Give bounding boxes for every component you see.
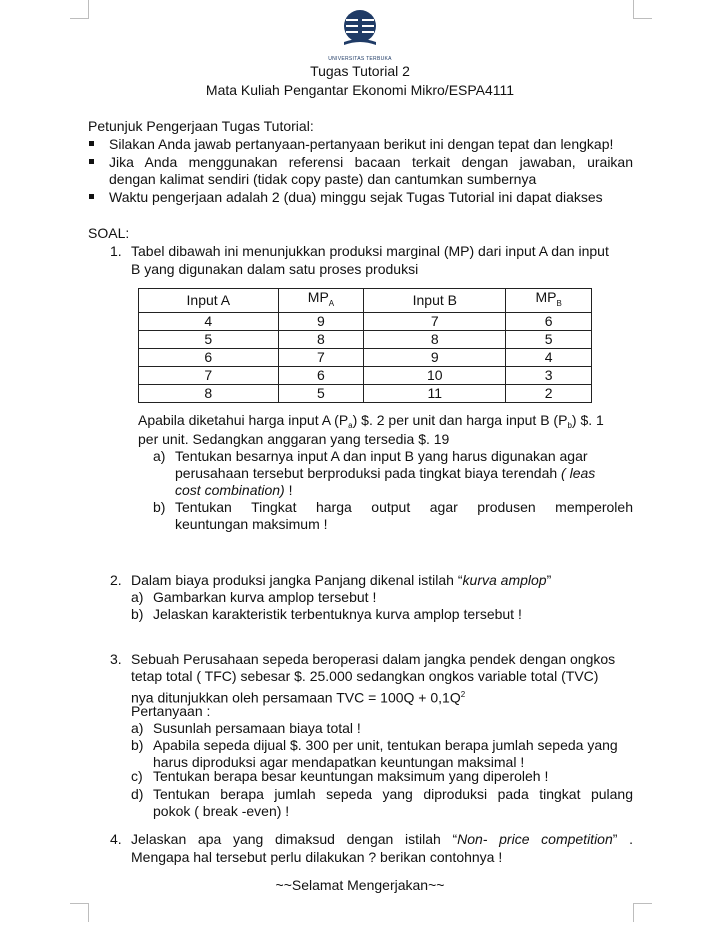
sub-question-3b-text-continued: harus diproduksi agar mendapatkan keuntungan maksimal ! bbox=[153, 754, 525, 770]
question-3-text: Sebuah Perusahaan sepeda beroperasi dalam jangka pendek dengan ongkos bbox=[131, 651, 616, 667]
sub-question-3a-text: Susunlah persamaan biaya total ! bbox=[153, 720, 361, 736]
table-header-cell: Input B bbox=[364, 289, 506, 313]
table-cell: 11 bbox=[364, 384, 506, 402]
instructions-heading: Petunjuk Pengerjaan Tugas Tutorial: bbox=[88, 118, 314, 134]
table-cell: 4 bbox=[139, 312, 279, 330]
instruction-item: Silakan Anda jawab pertanyaan-pertanyaan berikut ini dengan tepat dan lengkap! bbox=[109, 136, 614, 152]
sub-question-label: c) bbox=[131, 768, 143, 784]
question-3-text-continued: tetap total ( TFC) sebesar $. 25.000 sedangkan ongkos variable total (TVC) bbox=[131, 668, 599, 684]
question-3-equation-line: nya ditunjukkan oleh persamaan TVC = $100Q + 0,1Q^2$ bbox=[131, 689, 466, 706]
question-1-text-continued: B yang digunakan dalam satu proses produksi bbox=[131, 261, 419, 277]
table-cell: 5 bbox=[139, 330, 279, 348]
question-1-text: Tabel dibawah ini menunjukkan produksi marginal (MP) dari input A dan input bbox=[131, 243, 609, 259]
sub-question-3d-text-continued: pokok ( break -even) ! bbox=[153, 803, 290, 819]
table-row bbox=[139, 330, 592, 348]
sub-question-1a-text-end: cost combination) ! bbox=[175, 482, 293, 498]
logo-caption: UNIVERSITAS TERBUKA bbox=[328, 56, 392, 62]
crop-mark-bottom-left bbox=[70, 903, 89, 922]
question-number: 3. bbox=[110, 651, 122, 667]
sub-question-3b-text: Apabila sepeda dijual $. 300 per unit, tentukan berapa jumlah sepeda yang bbox=[153, 737, 618, 753]
table-cell: 7 bbox=[139, 366, 279, 384]
table-cell: 8 bbox=[364, 330, 506, 348]
sub-question-label: b) bbox=[131, 606, 144, 622]
sub-question-1b-text: Tentukan Tingkat harga output agar produsen memperoleh bbox=[175, 499, 633, 515]
tvc-equation: TVC = 100Q + 0,1Q bbox=[336, 689, 461, 706]
table-cell: 10 bbox=[364, 366, 506, 384]
sub-question-label: d) bbox=[131, 786, 144, 802]
table-cell: 6 bbox=[278, 366, 364, 384]
question-3-pertanyaan: Pertanyaan : bbox=[131, 703, 211, 719]
sub-question-2b-text: Jelaskan karakteristik terbentuknya kurva amplop tersebut ! bbox=[153, 606, 522, 622]
table-header-row bbox=[139, 289, 592, 313]
sub-question-label: a) bbox=[131, 589, 144, 605]
sub-question-label: b) bbox=[131, 737, 144, 753]
sub-question-3c-text: Tentukan berapa besar keuntungan maksimum yang diperoleh ! bbox=[153, 768, 549, 784]
table-cell: 9 bbox=[278, 312, 364, 330]
table-header-cell: Input A bbox=[139, 289, 279, 313]
table-cell: 2 bbox=[506, 384, 592, 402]
table-row bbox=[139, 384, 592, 402]
marginal-product-table bbox=[138, 288, 592, 403]
sub-question-label: b) bbox=[153, 499, 166, 515]
instruction-item: Jika Anda menggunakan referensi bacaan terkait dengan jawaban, uraikan bbox=[109, 154, 633, 170]
table-cell: 9 bbox=[364, 348, 506, 366]
bullet-icon bbox=[89, 159, 94, 164]
document-subtitle: Mata Kuliah Pengantar Ekonomi Mikro/ESPA4111 bbox=[205, 82, 515, 98]
sub-question-1b-text-continued: keuntungan maksimum ! bbox=[175, 516, 328, 532]
table-cell: 7 bbox=[364, 312, 506, 330]
sub-question-2a-text: Gambarkan kurva amplop tersebut ! bbox=[153, 589, 377, 605]
question-1-price-info: Apabila diketahui harga input A $(P_a)$ $. 2 per unit dan harga input B $(P_b)$ $. 1 bbox=[138, 412, 604, 430]
sub-question-1a-text: Tentukan besarnya input A dan input B yang harus digunakan agar bbox=[175, 448, 588, 464]
table-cell: 8 bbox=[278, 330, 364, 348]
bullet-icon bbox=[89, 141, 94, 146]
sub-question-label: a) bbox=[153, 448, 166, 464]
university-logo bbox=[322, 8, 398, 62]
table-cell: 6 bbox=[506, 312, 592, 330]
question-2-text: Dalam biaya produksi jangka Panjang dikenal istilah “kurva amplop” bbox=[131, 572, 552, 588]
sub-question-label: a) bbox=[131, 720, 144, 736]
document-title: Tugas Tutorial 2 bbox=[310, 63, 410, 79]
table-cell: 4 bbox=[506, 348, 592, 366]
question-number: 2. bbox=[110, 572, 122, 588]
table-cell: 5 bbox=[506, 330, 592, 348]
table-cell: 6 bbox=[139, 348, 279, 366]
question-4-text-continued: Mengapa hal tersebut perlu dilakukan ? berikan contohnya ! bbox=[131, 849, 503, 865]
university-logo-icon bbox=[338, 8, 382, 50]
sub-question-3d-text: Tentukan berapa jumlah sepeda yang diproduksi pada tingkat pulang bbox=[153, 786, 633, 802]
question-4-text: Jelaskan apa yang dimaksud dengan istilah “Non- price competition” . bbox=[131, 831, 633, 847]
sub-question-1a-text-continued: perusahaan tersebut berproduksi pada tingkat biaya terendah ( leas bbox=[175, 465, 596, 481]
table-cell: 3 bbox=[506, 366, 592, 384]
table-row bbox=[139, 366, 592, 384]
soal-heading: SOAL: bbox=[88, 225, 130, 241]
crop-mark-top-left bbox=[70, 0, 89, 19]
instruction-item-continued: dengan kalimat sendiri (tidak copy paste) dan cantumkan sumbernya bbox=[109, 171, 537, 187]
bullet-icon bbox=[89, 194, 94, 199]
table-cell: 5 bbox=[278, 384, 364, 402]
table-header-cell: $MP_A$ bbox=[278, 289, 364, 313]
table-row bbox=[139, 348, 592, 366]
table-header-cell: $MP_B$ bbox=[506, 289, 592, 313]
instruction-item: Waktu pengerjaan adalah 2 (dua) minggu sejak Tugas Tutorial ini dapat diakses bbox=[109, 189, 603, 205]
question-number: 1. bbox=[110, 243, 122, 259]
table-cell: 7 bbox=[278, 348, 364, 366]
closing-text: ~~Selamat Mengerjakan~~ bbox=[275, 877, 445, 893]
table-cell: 8 bbox=[139, 384, 279, 402]
crop-mark-bottom-right bbox=[633, 903, 652, 922]
crop-mark-top-right bbox=[633, 0, 652, 19]
question-1-budget-info: per unit. Sedangkan anggaran yang tersedia $. 19 bbox=[138, 431, 450, 447]
table-row bbox=[139, 312, 592, 330]
question-number: 4. bbox=[110, 831, 122, 847]
